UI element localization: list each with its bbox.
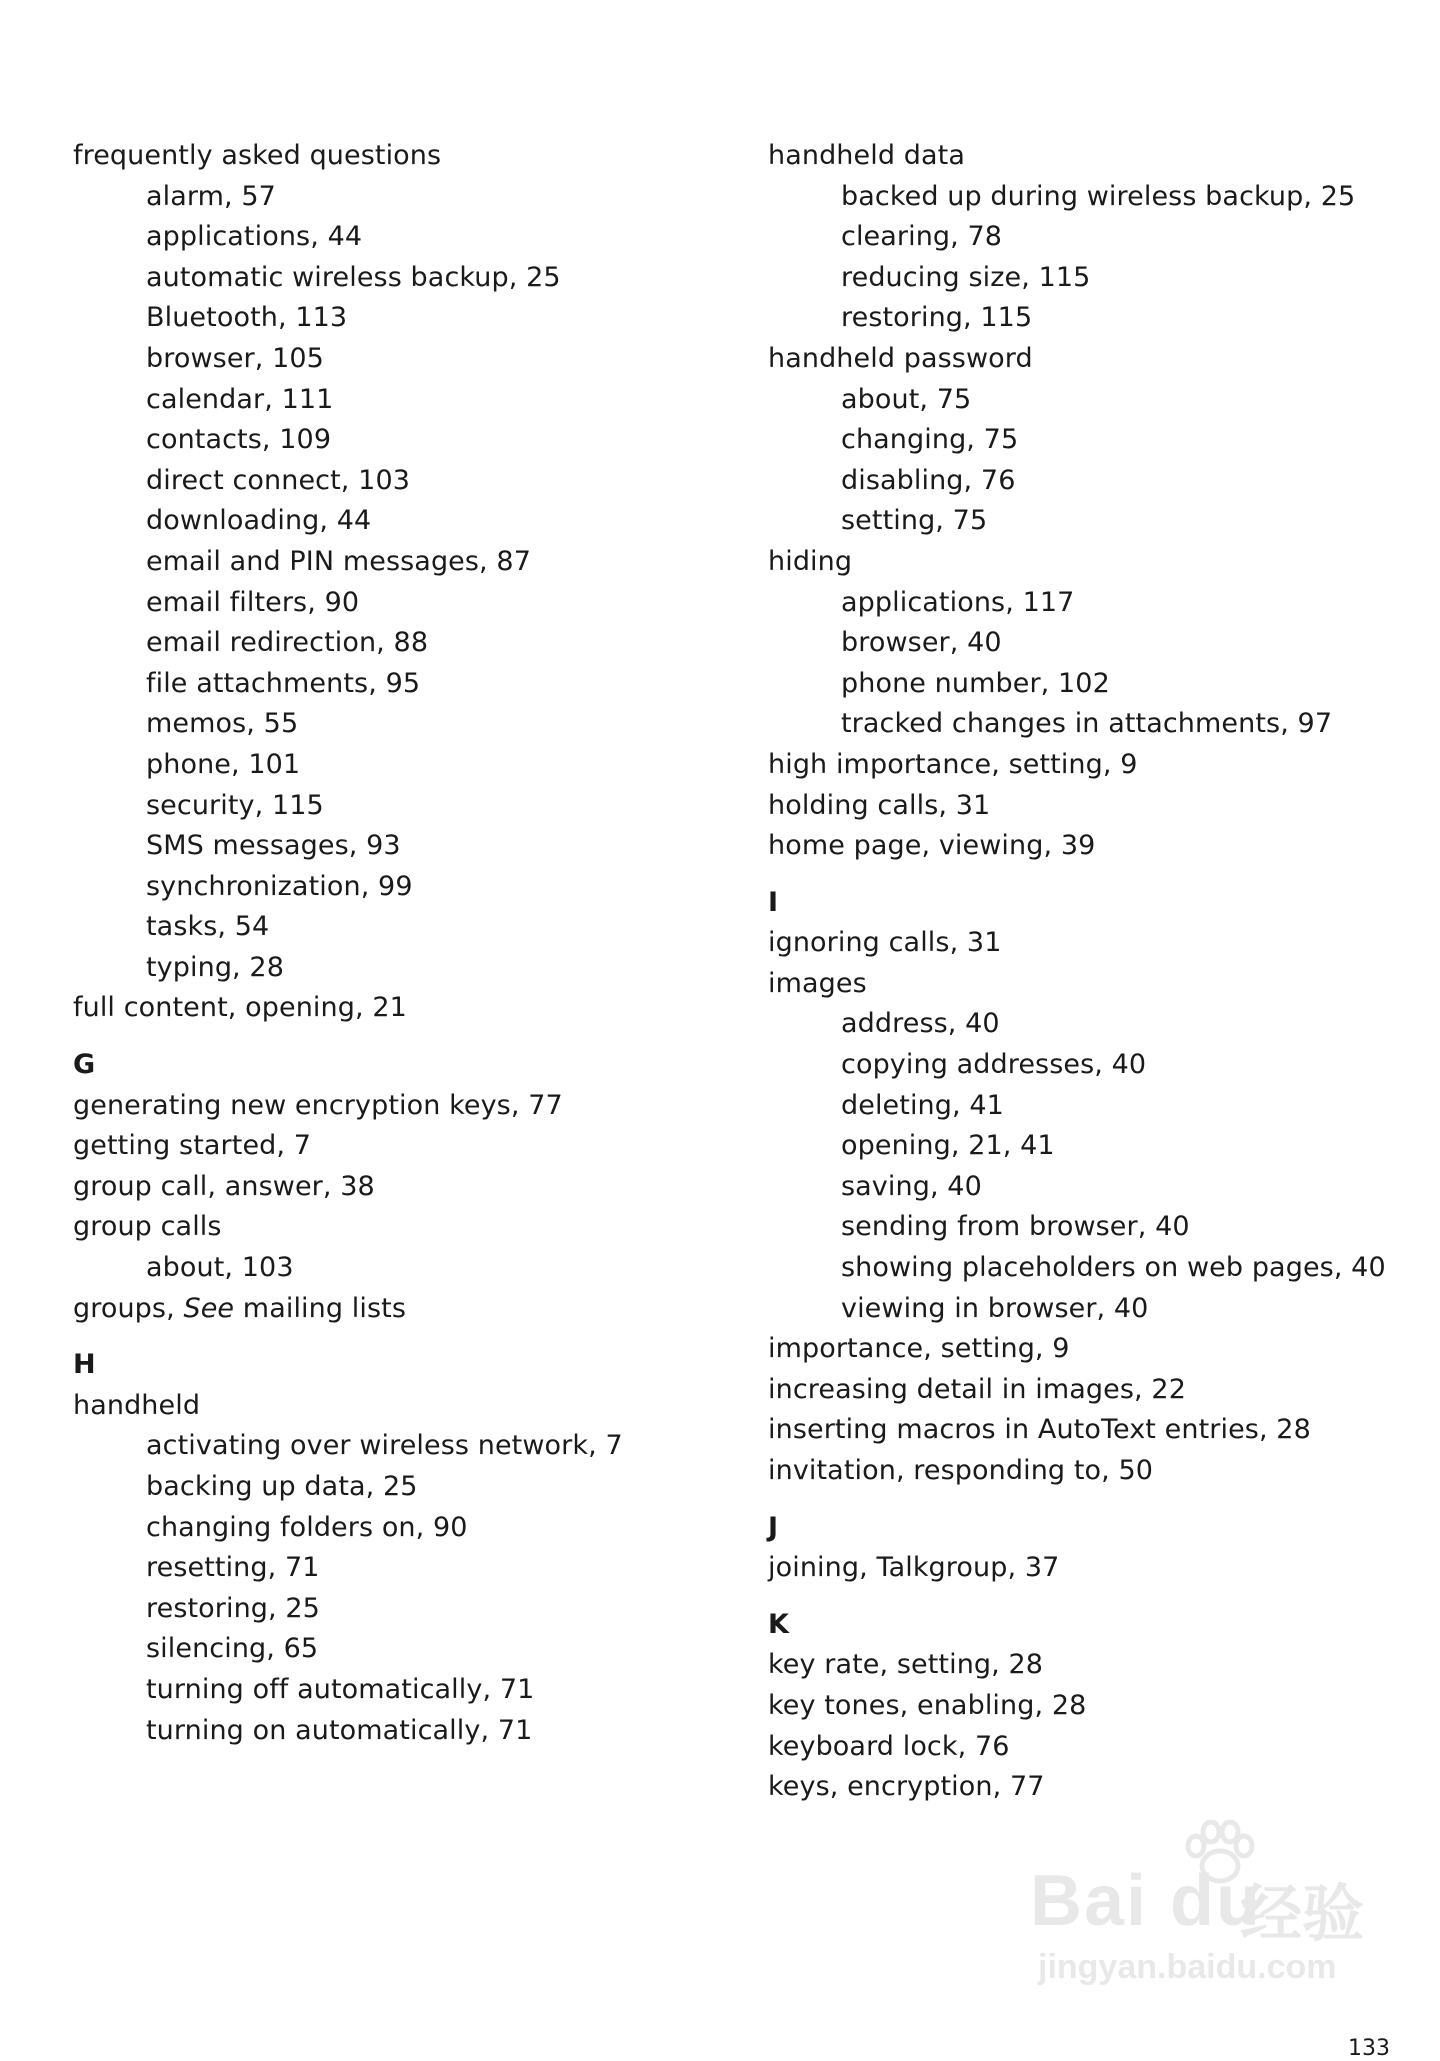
index-subentry: downloading, 44 (146, 505, 372, 537)
index-subentry: calendar, 111 (146, 383, 334, 415)
watermark-brand: Bai du (1030, 1861, 1263, 1941)
index-entry: hiding (768, 545, 853, 577)
index-entry: keys, encryption, 77 (768, 1771, 1045, 1803)
index-entry: invitation, responding to, 50 (768, 1455, 1154, 1486)
index-entry: group call, answer, 38 (73, 1170, 375, 1202)
index-subentry: changing folders on, 90 (146, 1511, 468, 1543)
index-subentry: about, 103 (146, 1252, 294, 1284)
index-column-right (768, 136, 1408, 1808)
index-entry: home page, viewing, 39 (768, 830, 1096, 862)
index-entry: increasing detail in images, 22 (768, 1373, 1186, 1405)
index-subentry: phone, 101 (146, 748, 301, 780)
index-entry: high importance, setting, 9 (768, 748, 1138, 780)
index-subentry: copying addresses, 40 (841, 1049, 1147, 1081)
index-subentry: email redirection, 88 (146, 627, 429, 659)
index-entry: handheld password (768, 342, 1033, 374)
index-subentry: deleting, 41 (841, 1089, 1004, 1121)
index-subentry: applications, 44 (146, 221, 363, 253)
index-subentry: turning off automatically, 71 (146, 1673, 535, 1705)
index-entry: frequently asked questions (73, 140, 442, 171)
see-target: mailing lists (234, 1292, 407, 1324)
baidu-jingyan-watermark (1030, 1820, 1390, 1986)
section-letter-heading: I (768, 886, 779, 918)
index-entry: handheld (73, 1389, 201, 1421)
index-subentry: restoring, 115 (841, 302, 1033, 334)
index-entry: inserting macros in AutoText entries, 28 (768, 1414, 1311, 1446)
index-entry: images (768, 967, 867, 999)
index-entry: joining, Talkgroup, 37 (768, 1552, 1060, 1584)
index-subentry: changing, 75 (841, 424, 1019, 456)
see-reference: See (183, 1292, 235, 1324)
index-entry: importance, setting, 9 (768, 1333, 1070, 1365)
index-entry: handheld data (768, 140, 965, 171)
index-subentry: turning on automatically, 71 (146, 1714, 533, 1746)
index-subentry: Bluetooth, 113 (146, 302, 348, 334)
index-subentry: phone number, 102 (841, 667, 1110, 699)
index-entry (73, 1289, 713, 1330)
index-entry: full content, opening, 21 (73, 992, 407, 1024)
page-number: 133 (1348, 2036, 1390, 2061)
index-subentry: direct connect, 103 (146, 464, 411, 496)
index-subentry: tasks, 54 (146, 911, 270, 943)
section-letter-heading: H (73, 1349, 96, 1381)
index-subentry: contacts, 109 (146, 424, 332, 456)
index-entry-term: groups, (73, 1292, 184, 1324)
index-entry: group calls (73, 1211, 222, 1243)
watermark-url: jingyan.baidu.com (1038, 1948, 1337, 1986)
index-subentry: tracked changes in attachments, 97 (841, 708, 1333, 740)
index-subentry: browser, 40 (841, 627, 1002, 659)
index-subentry: synchronization, 99 (146, 870, 413, 902)
index-entry: ignoring calls, 31 (768, 927, 1002, 959)
section-letter-heading: J (768, 1511, 779, 1543)
index-subentry: security, 115 (146, 789, 324, 821)
index-entry: keyboard lock, 76 (768, 1730, 1010, 1762)
index-subentry: viewing in browser, 40 (841, 1292, 1149, 1324)
index-subentry: file attachments, 95 (146, 667, 421, 699)
index-subentry: browser, 105 (146, 342, 324, 374)
index-column-left (73, 136, 713, 1751)
watermark-cn-text: 经验 (1240, 1877, 1365, 1950)
index-entry: key rate, setting, 28 (768, 1649, 1044, 1681)
index-subentry: applications, 117 (841, 586, 1075, 618)
index-subentry: about, 75 (841, 383, 972, 415)
index-entry: generating new encryption keys, 77 (73, 1089, 563, 1121)
index-subentry: clearing, 78 (841, 221, 1003, 253)
index-subentry: email filters, 90 (146, 586, 360, 618)
index-subentry: reducing size, 115 (841, 261, 1091, 293)
index-subentry: alarm, 57 (146, 180, 276, 212)
index-subentry: opening, 21, 41 (841, 1130, 1055, 1162)
index-subentry: disabling, 76 (841, 464, 1016, 496)
index-subentry: backing up data, 25 (146, 1471, 418, 1502)
index-subentry: setting, 75 (841, 505, 988, 537)
index-subentry: backed up during wireless backup, 25 (841, 180, 1356, 212)
index-subentry: memos, 55 (146, 708, 299, 740)
index-subentry: saving, 40 (841, 1170, 982, 1202)
index-entry: holding calls, 31 (768, 789, 991, 821)
index-subentry: automatic wireless backup, 25 (146, 261, 561, 293)
index-subentry: activating over wireless network, 7 (146, 1430, 623, 1462)
index-subentry: email and PIN messages, 87 (146, 545, 531, 577)
index-subentry: silencing, 65 (146, 1633, 319, 1665)
index-entry: getting started, 7 (73, 1130, 312, 1162)
index-subentry: SMS messages, 93 (146, 830, 401, 862)
index-entry: key tones, enabling, 28 (768, 1689, 1087, 1721)
index-subentry: restoring, 25 (146, 1592, 320, 1624)
index-subentry: showing placeholders on web pages, 40 (841, 1252, 1386, 1284)
index-subentry: resetting, 71 (146, 1552, 320, 1584)
section-letter-heading: K (768, 1608, 789, 1640)
index-subentry: address, 40 (841, 1008, 1000, 1040)
index-subentry: sending from browser, 40 (841, 1211, 1190, 1243)
section-letter-heading: G (73, 1049, 96, 1081)
index-subentry: typing, 28 (146, 951, 284, 983)
